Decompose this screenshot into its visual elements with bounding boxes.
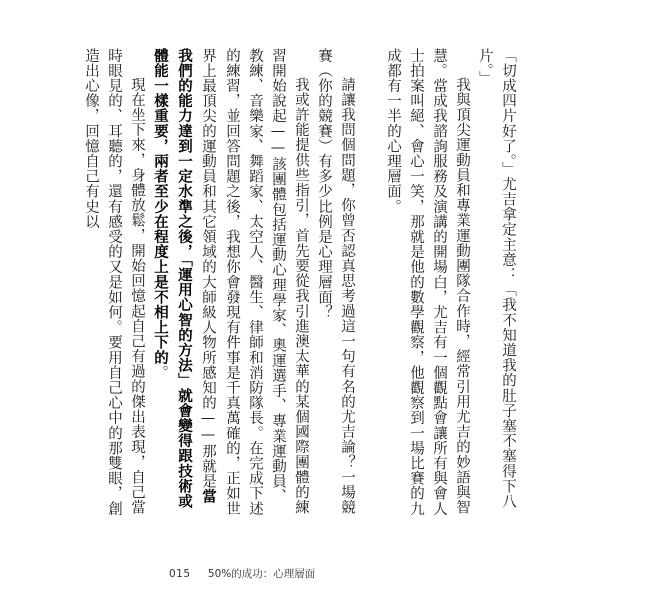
paragraph-exercise-text: 我或許能提供些指引，首先要從我引進澳太華的某個國際團體的練習開始說起——該團體包括運動心理學家、奧運選手、專業運動員、教練、音樂家、舞蹈家、太空人、醫生、律師和消防隊長。在完成下述的練習，並回答問題之後，我想你會發現有件事是千真萬確的，正如世界上最頂尖的運動員和其它領域的大師級人物所感知的——那就是 (200, 48, 309, 517)
page-number: 015 (169, 568, 191, 580)
paragraph-visualize: 現在坐下來，身體放鬆，開始回憶起自己有過的傑出表現，自己當時眼見的、耳聽的，還有感受的又是如何。要用自己心中的那雙眼，創造出心像，回憶自己有史以 (83, 48, 145, 517)
paragraph-quote: 「切成四片好了。」尤吉拿定主意：「我不知道我的肚子塞不塞得下八片。」 (477, 48, 516, 509)
paragraph-question: 請讓我問個問題，你曾否認真思考過這一句有名的尤吉論？一場競賽（你的競賽）有多少比例是心理層面？ (316, 48, 355, 515)
page-footer (169, 566, 315, 581)
body-text (79, 48, 519, 518)
paragraph-spacer (358, 48, 381, 518)
paragraph-exercise-end: 。 (152, 365, 168, 381)
paragraph-intro: 我與頂尖運動員和專業運動團隊合作時，經常引用尤吉的妙語與智慧。當成我諮詢服務及演講的開場白，尤吉有一個觀點會讓所有與會人士拍案叫絕、會心一笑，那就是他的數學觀察，他觀察到一場比賽的九成都有一半的心理層面。 (385, 48, 470, 517)
bold-key-statement: 當我們的能力達到一定水準之後，「運用心智的方法」就會變得跟技術或體能一樣重要，兩者至少在程度上是不相上下的 (152, 48, 217, 509)
paragraph-exercise (148, 48, 312, 518)
running-title: 50%的成功：心理層面 (207, 568, 316, 580)
